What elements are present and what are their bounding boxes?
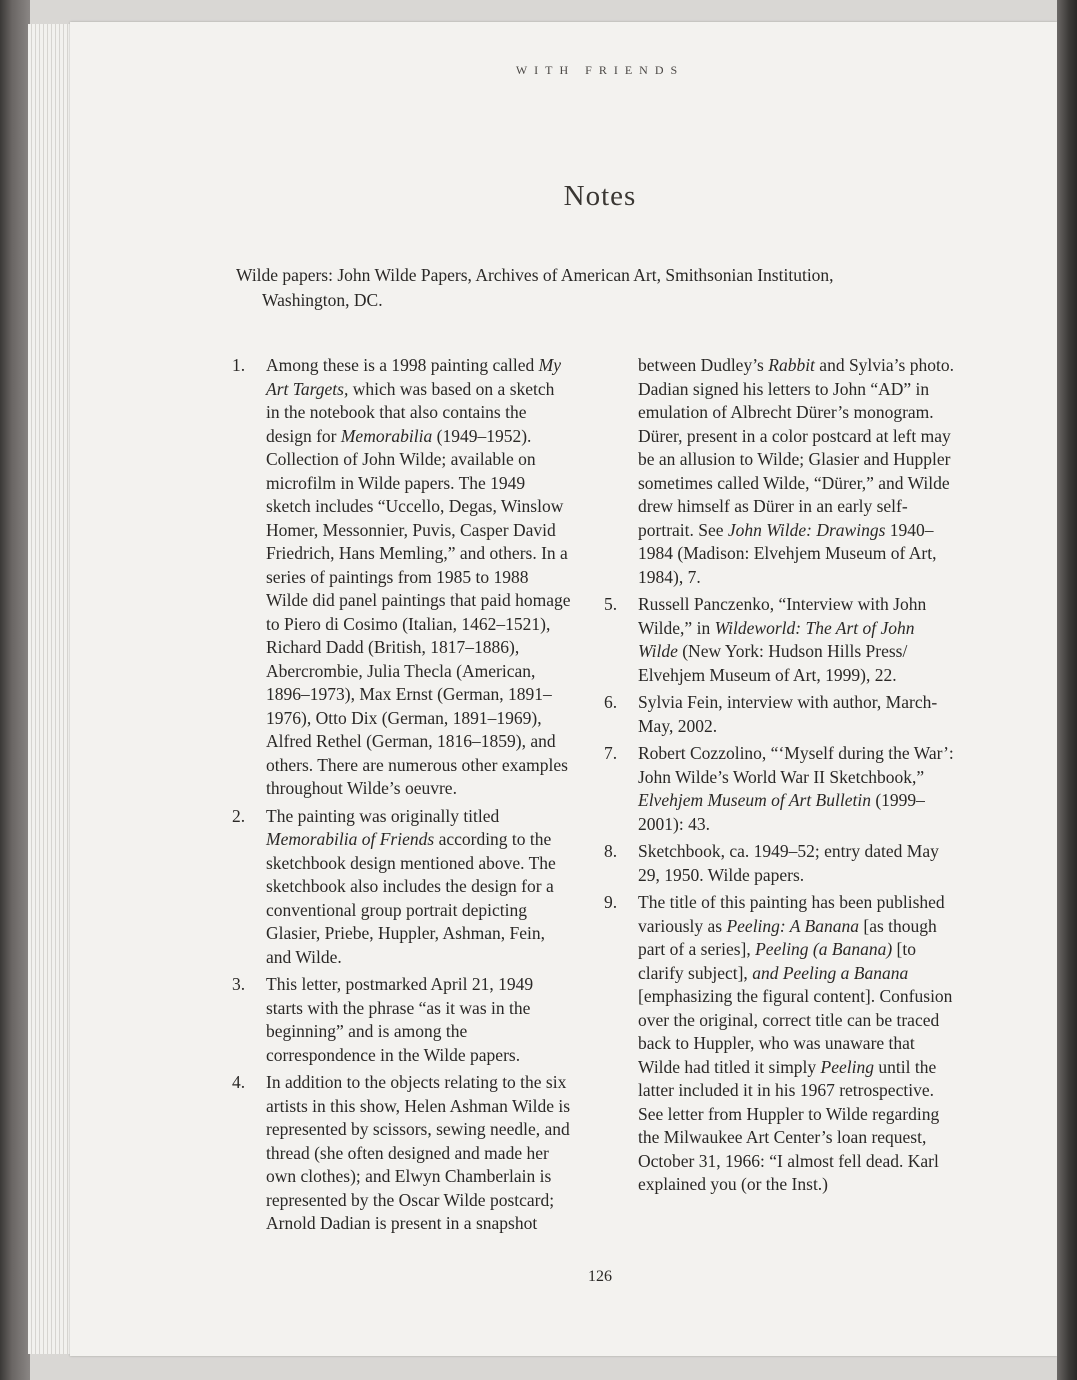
note-text: and Sylvia’s photo. Dadian signed his letters to John “AD” in emulation of Albrecht Dürer’s monogram. Dürer, present in a color postcard at left may be an allusion to Wilde; Glasier and Huppler sometimes called Wilde, “Dürer,” and Wilde drew himself as Dürer in an early self-portrait. See bbox=[638, 355, 954, 540]
footnote-item bbox=[604, 691, 954, 738]
note-text: according to the sketchbook design mentioned above. The sketchbook also includes the design for a conventional group portrait depicting Glasier, Priebe, Huppler, Ashman, Fein, and Wilde. bbox=[266, 829, 556, 967]
footnote-body bbox=[638, 892, 952, 1194]
note-italic-text: Wildeworld: The Art of John Wilde bbox=[638, 617, 915, 661]
footnote-body bbox=[638, 692, 937, 736]
page-number: 126 bbox=[588, 1268, 612, 1285]
footnote-item bbox=[232, 1071, 572, 1236]
note-italic-text: Elvehjem Museum of Art Bulletin bbox=[638, 790, 871, 810]
note-text: [to clarify subject], bbox=[638, 939, 916, 983]
footnote-item bbox=[604, 742, 954, 836]
note-italic-text: and Peeling a Banana bbox=[752, 962, 909, 983]
footnote-item bbox=[604, 891, 954, 1197]
note-italic-text: John Wilde: Drawings bbox=[727, 519, 886, 540]
footnote-item bbox=[232, 805, 572, 970]
note-text: between Dudley’s bbox=[638, 355, 769, 375]
note-text: Sketchbook, ca. 1949–52; entry dated May 29, 1950. Wilde papers. bbox=[638, 841, 939, 885]
footnote-number: 7. bbox=[604, 743, 618, 763]
source-note: Wilde papers: John Wilde Papers, Archives of American Art, Smithsonian Institution, Washington, DC. bbox=[236, 265, 834, 310]
note-italic-text: Memorabilia of Friends bbox=[266, 829, 435, 849]
note-text: which was based on a sketch in the notebook that also contains the design for bbox=[266, 378, 555, 446]
footnote-body bbox=[638, 594, 926, 685]
book-right-edge bbox=[1057, 0, 1077, 1380]
notes-column-right bbox=[604, 354, 954, 1201]
section-title: Notes bbox=[563, 180, 637, 212]
footnote-item bbox=[232, 354, 572, 801]
note-italic-text: Memorabilia bbox=[340, 425, 433, 446]
note-text: The painting was originally titled bbox=[266, 805, 500, 826]
note-text: until the latter included it in his 1967 retrospective. See letter from Huppler to Wilde regarding the Milwaukee Art Center’s loan request, October 31, 1966: “I almost fell dead. Karl explained you (or the Inst.) bbox=[638, 1056, 940, 1194]
note-italic-text: My Art Targets, bbox=[266, 355, 562, 399]
footnote-number: 8. bbox=[604, 841, 618, 861]
footnote-number: 3. bbox=[232, 974, 246, 994]
footnote-body bbox=[266, 806, 556, 967]
footnote-continuation bbox=[604, 354, 954, 589]
footnote-number: 6. bbox=[604, 692, 618, 712]
note-text: Among these is a 1998 painting called bbox=[266, 355, 539, 375]
footnote-number: 1. bbox=[232, 355, 246, 375]
note-italic-text: Rabbit bbox=[768, 355, 815, 375]
note-text: Robert Cozzolino, “‘Myself during the War’: John Wilde’s World War II Sketchbook,” bbox=[638, 743, 954, 787]
footnote-body bbox=[266, 1072, 570, 1233]
note-text: (1949–1952). Collection of John Wilde; available on microfilm in Wilde papers. The 1949 sketch includes “Uccello, Degas, Winslow Homer, Messonnier, Puvis, Casper David Friedrich, Hans Memling,” and others. In a series of paintings from 1985 to 1988 Wilde did panel paintings that paid homage to Piero di Cosimo (Italian, 1462–1521), Richard Dadd (British, 1817–1886), Abercrombie, Julia Thecla (American, 1896–1973), Max Ernst (German, 1891–1976), Otto Dix (German, 1891–1969), Alfred Rethel (German, 1816–1859), and others. There are numerous other examples throughout Wilde’s oeuvre. bbox=[266, 425, 571, 798]
footnote-item bbox=[604, 593, 954, 687]
note-text: The title of this painting has been published variously as bbox=[638, 892, 945, 936]
footnote-item bbox=[232, 973, 572, 1067]
footnote-body bbox=[638, 841, 939, 885]
note-italic-text: Peeling bbox=[820, 1056, 874, 1077]
footnote-body bbox=[638, 743, 954, 834]
note-text: Sylvia Fein, interview with author, March-May, 2002. bbox=[638, 692, 938, 736]
note-text: Russell Panczenko, “Interview with John Wilde,” in bbox=[638, 594, 927, 638]
book-binding-edge bbox=[0, 0, 30, 1380]
notes-column-left bbox=[232, 354, 572, 1240]
footnote-item bbox=[604, 840, 954, 887]
footnote-body bbox=[266, 974, 533, 1065]
note-text: (1999–2001): 43. bbox=[638, 790, 925, 834]
note-text: [emphasizing the figural content]. Confusion over the original, correct title can be traced back to Huppler, who was unaware that Wilde had titled it simply bbox=[638, 986, 953, 1077]
note-italic-text: Peeling (a Banana) bbox=[755, 939, 893, 959]
note-text: (New York: Hudson Hills Press/ Elvehjem Museum of Art, 1999), 22. bbox=[638, 641, 908, 685]
footnote-number: 9. bbox=[604, 892, 618, 912]
footnote-number: 5. bbox=[604, 594, 618, 614]
note-italic-text: Peeling: A Banana bbox=[726, 915, 859, 936]
note-text: 1940–1984 (Madison: Elvehjem Museum of Art, 1984), 7. bbox=[638, 519, 937, 587]
note-text: This letter, postmarked April 21, 1949 starts with the phrase “as it was in the beginning” and is among the correspondence in the Wilde papers. bbox=[266, 974, 534, 1065]
footnote-number: 2. bbox=[232, 805, 246, 826]
note-text: In addition to the objects relating to the six artists in this show, Helen Ashman Wilde is represented by scissors, sewing needle, and thread (she often designed and made her own clothes); and Elwyn Chamberlain is represented by the Oscar Wilde postcard; Arnold Dadian is present in a snapshot bbox=[266, 1072, 571, 1233]
footnote-number: 4. bbox=[232, 1072, 246, 1092]
running-head: WITH FRIENDS bbox=[515, 63, 685, 77]
note-text: [as though part of a series], bbox=[638, 915, 937, 959]
footnote-body bbox=[266, 355, 571, 798]
